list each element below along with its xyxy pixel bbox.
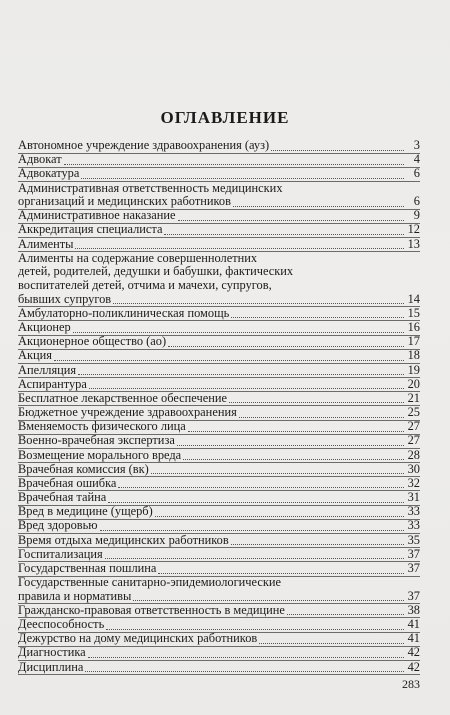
toc-entry-title: Акционерное общество (ао) (18, 334, 167, 349)
leader-dots (168, 346, 404, 347)
leader-dots (231, 544, 404, 545)
leader-dots (54, 360, 404, 361)
toc-entry[interactable] (18, 406, 420, 420)
toc-entry[interactable] (18, 223, 420, 237)
toc-entry-title: Административное наказание (18, 208, 176, 223)
toc-entry-title: бывших супругов (18, 291, 112, 306)
toc-entry-title: Возмещение морального вреда (18, 447, 182, 462)
toc-entry-title: Алименты на содержание совершеннолетних (18, 250, 258, 265)
leader-dots (133, 600, 404, 601)
toc-entry[interactable] (18, 632, 420, 646)
leader-dots (100, 530, 404, 531)
toc-entry[interactable] (18, 505, 420, 519)
toc-entry[interactable] (18, 209, 420, 223)
toc-entry-title: правила и нормативы (18, 588, 132, 603)
leader-dots (85, 671, 404, 672)
leader-dots (78, 374, 404, 375)
toc-entry-page: 15 (407, 305, 420, 320)
toc-entry-title: Вменяемость физического лица (18, 419, 186, 434)
toc-entry-page: 37 (407, 546, 420, 561)
leader-dots (73, 332, 404, 333)
page-number: 283 (402, 677, 420, 691)
toc-entry-page: 12 (407, 222, 420, 237)
toc-entry-title: Гражданско-правовая ответственность в медицине (18, 602, 285, 617)
toc-entry[interactable] (18, 364, 420, 378)
toc-entry-title: детей, родителей, дедушки и бабушки, фактических (18, 264, 294, 279)
leader-dots (106, 629, 404, 630)
toc-entry[interactable] (18, 252, 420, 306)
leader-dots (113, 303, 404, 304)
toc-entry[interactable] (18, 491, 420, 505)
toc-entry[interactable] (18, 434, 420, 448)
toc-entry-title: Врачебная тайна (18, 490, 107, 505)
toc-entry[interactable] (18, 167, 420, 181)
toc-entry-page: 33 (407, 504, 420, 519)
leader-dots (118, 487, 404, 488)
toc-entry-page: 42 (407, 659, 420, 674)
leader-dots (151, 473, 404, 474)
toc-entry[interactable] (18, 182, 420, 209)
toc-entry-title: Адвокат (18, 152, 62, 167)
toc-entry-page: 6 (413, 166, 420, 181)
toc-entry[interactable] (18, 392, 420, 406)
leader-dots (108, 502, 404, 503)
toc-entry[interactable] (18, 562, 420, 576)
toc-entry[interactable] (18, 139, 420, 153)
toc-entry-title: Время отдыха медицинских работников (18, 532, 229, 547)
leader-dots (105, 558, 404, 559)
toc-entry-page: 9 (413, 208, 420, 223)
toc-entry-title: организаций и медицинских работников (18, 194, 231, 209)
toc-entry[interactable] (18, 420, 420, 434)
leader-dots (183, 459, 404, 460)
toc-entry-page: 28 (407, 447, 420, 462)
toc-entry-page: 13 (407, 236, 420, 251)
toc-entry[interactable] (18, 307, 420, 321)
leader-dots (75, 248, 404, 249)
toc-entry-page: 32 (407, 475, 420, 490)
toc-entry-title: Вред здоровью (18, 518, 98, 533)
toc-entry-page: 6 (413, 194, 420, 209)
toc-entry-page: 41 (407, 631, 420, 646)
toc-entry[interactable] (18, 349, 420, 363)
toc-entry-page: 37 (407, 588, 420, 603)
toc-entry-title: Адвокатура (18, 166, 80, 181)
toc-entry-title: Государственная пошлина (18, 560, 157, 575)
toc-entry-title: Госпитализация (18, 546, 103, 561)
toc-entry-page: 27 (407, 433, 420, 448)
leader-dots (271, 150, 404, 151)
leader-dots (188, 431, 404, 432)
entry-underline (18, 674, 420, 675)
toc-entry-title: Врачебная комиссия (вк) (18, 461, 149, 476)
leader-dots (158, 573, 404, 574)
leader-dots (177, 445, 404, 446)
toc-entry-title: Государственные санитарно-эпидемиологические (18, 575, 281, 590)
toc-entry-title: Бесплатное лекарственное обеспечение (18, 390, 227, 405)
toc-entry-page: 25 (407, 405, 420, 420)
toc-entry-title: Апелляция (18, 362, 77, 377)
toc-entry-page: 3 (413, 138, 420, 153)
toc-entry-page: 18 (407, 348, 420, 363)
leader-dots (89, 388, 404, 389)
toc-entry-title: Дееспособность (18, 617, 105, 632)
toc-entry[interactable] (18, 604, 420, 618)
toc-entry[interactable] (18, 646, 420, 660)
toc-entry[interactable] (18, 618, 420, 632)
toc-entry-page: 17 (407, 334, 420, 349)
toc-entry-page: 4 (413, 152, 420, 167)
toc-entry-title: Административная ответственность медицинских (18, 180, 283, 195)
toc-entry-title: Дежурство на дому медицинских работников (18, 631, 258, 646)
page-title: ОГЛАВЛЕНИЕ (160, 108, 290, 127)
toc-entry-title: Бюджетное учреждение здравоохранения (18, 405, 237, 420)
leader-dots (233, 206, 404, 207)
toc-entry-title: Алименты (18, 236, 74, 251)
toc-entry-page: 41 (407, 617, 420, 632)
toc-entry[interactable] (18, 534, 420, 548)
toc-entry[interactable] (18, 463, 420, 477)
toc-entry-title: воспитателей детей, отчима и мачехи, супругов, (18, 277, 272, 292)
leader-dots (287, 614, 404, 615)
toc-entry[interactable] (18, 477, 420, 491)
toc-entry-page: 21 (407, 390, 420, 405)
toc-entry-page: 35 (407, 532, 420, 547)
toc-entry-page: 37 (407, 560, 420, 575)
toc-entry-page: 20 (407, 376, 420, 391)
leader-dots (231, 317, 404, 318)
toc-entry-title: Диагностика (18, 645, 86, 660)
leader-dots (155, 516, 404, 517)
toc-entry[interactable] (18, 449, 420, 463)
toc-entry-page: 14 (407, 291, 420, 306)
toc-entry-title: Амбулаторно-поликлиническая помощь (18, 305, 230, 320)
toc-entry[interactable] (18, 378, 420, 392)
toc-entry-page: 30 (407, 461, 420, 476)
leader-dots (164, 234, 404, 235)
toc-entry[interactable] (18, 321, 420, 335)
toc-entry-title: Врачебная ошибка (18, 475, 117, 490)
leader-dots (64, 164, 404, 165)
leader-dots (88, 657, 404, 658)
toc-entry-title: Акционер (18, 320, 71, 334)
toc-entry[interactable] (18, 335, 420, 349)
toc-entry[interactable] (18, 153, 420, 167)
leader-dots (81, 178, 404, 179)
leader-dots (239, 417, 404, 418)
toc-entry-title: Военно-врачебная экспертиза (18, 433, 175, 448)
toc-entry[interactable] (18, 548, 420, 562)
toc-entry-title: Аспирантура (18, 376, 87, 391)
leader-dots (229, 402, 404, 403)
toc-entry-page: 16 (407, 320, 420, 335)
toc-entry[interactable] (18, 661, 420, 675)
toc-entry-page: 27 (407, 419, 420, 434)
toc-entry[interactable] (18, 576, 420, 603)
toc-entry-page: 31 (407, 490, 420, 505)
toc-entry[interactable] (18, 519, 420, 533)
toc-entry-title: Автономное учреждение здравоохранения (ауз) (18, 138, 270, 152)
toc-entry-page: 42 (407, 645, 420, 660)
leader-dots (259, 643, 404, 644)
toc-entry-page: 38 (407, 602, 420, 617)
toc-entry-page: 19 (407, 362, 420, 377)
toc-entry[interactable] (18, 238, 420, 252)
toc-entry-title: Вред в медицине (ущерб) (18, 504, 153, 519)
toc-entry-page: 33 (407, 518, 420, 533)
leader-dots (178, 220, 404, 221)
toc-entry-title: Аккредитация специалиста (18, 222, 163, 237)
toc-entry-title: Акция (18, 348, 52, 363)
toc-entry-title: Дисциплина (18, 659, 84, 674)
